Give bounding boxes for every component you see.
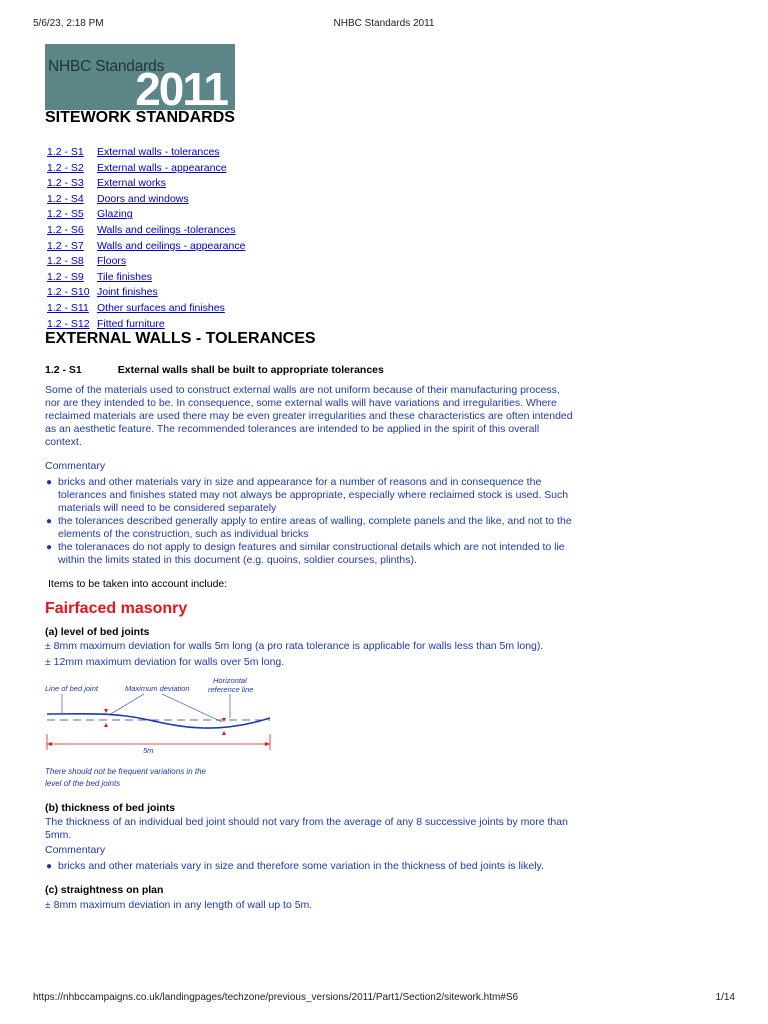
- toc-item: [47, 161, 245, 177]
- intro-paragraph: Some of the materials used to construct external walls are not uniform because of their manufacturing process, nor are they intended to be. In consequence, some external walls will have variations and irregularities. Where reclaimed materials are used there may be even greater irregularities and these characteristics are often intended as an aesthetic feature. The recommended tolerances are intended to be applied in the spirit of this overall context.: [45, 384, 573, 448]
- dimension-arrow-left: [47, 742, 52, 746]
- bullet-icon: ●: [46, 516, 53, 527]
- diagram-caption-2: level of the bed joints: [45, 779, 121, 788]
- bullet-icon: ●: [46, 477, 53, 488]
- thickness-heading: (b) thickness of bed joints: [45, 802, 176, 814]
- toc-item: [47, 239, 245, 255]
- sitework-heading: SITEWORK STANDARDS: [45, 109, 235, 126]
- print-footer: [33, 992, 735, 1006]
- toc-label-link[interactable]: Walls and ceilings -tolerances: [97, 223, 236, 236]
- print-title: NHBC Standards 2011: [333, 18, 435, 29]
- label-horizontal: Horizontal: [213, 676, 247, 685]
- dimension-arrow-right: [265, 742, 270, 746]
- toc-label-link[interactable]: Doors and windows: [97, 192, 189, 205]
- toc-label-link[interactable]: Joint finishes: [97, 286, 158, 299]
- label-length: 5m: [143, 746, 154, 755]
- toc-label-link[interactable]: Other surfaces and finishes: [97, 301, 225, 314]
- bullet-icon: ●: [46, 861, 53, 872]
- external-walls-heading: EXTERNAL WALLS - TOLERANCES: [45, 330, 316, 347]
- list-item: [45, 515, 575, 541]
- straightness-heading: (c) straightness on plan: [45, 884, 164, 896]
- toc-item: [47, 254, 245, 270]
- toc-code-link[interactable]: 1.2 - S11: [47, 301, 89, 314]
- toc-item: [47, 207, 245, 223]
- toc-item: [47, 176, 245, 192]
- toc-item: [47, 223, 245, 239]
- toc-code-link[interactable]: 1.2 - S4: [47, 192, 84, 205]
- label-line-of-bed-joint: Line of bed joint: [45, 684, 98, 693]
- deviation-arrow-down: [104, 709, 108, 713]
- logo-line1: NHBC Standards: [48, 58, 165, 75]
- list-item-text: bricks and other materials vary in size and appearance for a number of reasons and in consequence the tolerances and finishes stated may not always be appropriate, especially where reclaimed stock is used. Such materials will need to be considered separately: [58, 476, 569, 514]
- leader-max-dev-1: [109, 694, 144, 715]
- section-title: [45, 364, 384, 376]
- toc-code-link[interactable]: 1.2 - S7: [47, 239, 84, 252]
- bed-joint-diagram: [44, 676, 276, 794]
- nhbc-logo: [45, 44, 235, 110]
- commentary-label-2: Commentary: [45, 844, 106, 856]
- toc-item: [47, 301, 245, 317]
- deviation-arrow-up-2: [222, 731, 226, 735]
- section-text: External walls shall be built to appropriate tolerances: [117, 364, 384, 376]
- thickness-commentary-list: [45, 860, 575, 873]
- toc-item: [47, 145, 245, 161]
- diagram-caption-1: There should not be frequent variations in the: [45, 767, 206, 776]
- page-count: 1/14: [715, 992, 735, 1003]
- toc-code-link[interactable]: 1.2 - S3: [47, 177, 84, 190]
- level-line-1: ± 8mm maximum deviation for walls 5m long (a pro rata tolerance is applicable for walls less than 5m long).: [45, 640, 544, 652]
- toc-label-link[interactable]: Glazing: [97, 208, 133, 221]
- toc-item: [47, 192, 245, 208]
- list-item-text: the tolerances described generally apply to entire areas of walling, complete panels and the like, and not to the elements of the construction, such as individual bricks: [58, 515, 572, 540]
- toc-label-link[interactable]: Fitted furniture: [97, 317, 165, 330]
- commentary-label: Commentary: [45, 460, 106, 472]
- section-code: 1.2 - S1: [45, 364, 82, 376]
- fairfaced-masonry-heading: Fairfaced masonry: [45, 600, 188, 617]
- list-item: [45, 860, 575, 873]
- toc-code-link[interactable]: 1.2 - S9: [47, 270, 84, 283]
- level-line-2: ± 12mm maximum deviation for walls over 5m long.: [45, 656, 285, 668]
- toc-code-link[interactable]: 1.2 - S1: [47, 146, 84, 158]
- print-url: https://nhbccampaigns.co.uk/landingpages/techzone/previous_versions/2011/Part1/Section2/sitework.htm#S6: [33, 992, 519, 1003]
- list-item: [45, 541, 575, 567]
- toc-code-link[interactable]: 1.2 - S8: [47, 255, 84, 268]
- print-header: [33, 18, 735, 32]
- straightness-text: ± 8mm maximum deviation in any length of wall up to 5m.: [45, 899, 313, 911]
- bed-joint-curve: [47, 714, 270, 728]
- print-date: 5/6/23, 2:18 PM: [33, 18, 104, 29]
- toc-item: [47, 285, 245, 301]
- toc-code-link[interactable]: 1.2 - S6: [47, 223, 84, 236]
- logo-line2: 2011: [135, 63, 227, 110]
- toc-label-link[interactable]: Floors: [97, 255, 127, 268]
- toc-label-link[interactable]: External works: [97, 177, 166, 190]
- items-intro: Items to be taken into account include:: [48, 578, 228, 590]
- toc-label-link[interactable]: Walls and ceilings - appearance: [97, 239, 246, 252]
- toc-code-link[interactable]: 1.2 - S2: [47, 161, 84, 174]
- toc-code-link[interactable]: 1.2 - S5: [47, 208, 84, 221]
- list-item: [45, 476, 575, 515]
- bullet-icon: ●: [46, 542, 53, 553]
- toc-list: [47, 145, 245, 332]
- deviation-arrow-up: [104, 723, 108, 727]
- thickness-text: The thickness of an individual bed joint should not vary from the average of any 8 successive joints by more than 5mm.: [45, 816, 568, 841]
- list-item-text: the toleranaces do not apply to design features and similar constructional details which are not intended to lie within the limits stated in this document (e.g. quoins, soldier courses, plinths).: [58, 541, 565, 566]
- level-heading: (a) level of bed joints: [45, 626, 150, 638]
- toc-item: [47, 270, 245, 286]
- label-reference-line: reference line: [208, 685, 254, 694]
- label-maximum-deviation: Maximum deviation: [125, 684, 190, 693]
- toc-label-link[interactable]: External walls - appearance: [97, 161, 227, 174]
- leader-max-dev-2: [162, 694, 222, 722]
- list-item-text: bricks and other materials vary in size and therefore some variation in the thickness of bed joints is likely.: [58, 860, 544, 872]
- toc-code-link[interactable]: 1.2 - S10: [47, 286, 90, 299]
- toc-label-link[interactable]: External walls - tolerances: [97, 146, 220, 158]
- toc-label-link[interactable]: Tile finishes: [97, 270, 153, 283]
- commentary-list: [45, 476, 575, 567]
- toc-code-link[interactable]: 1.2 - S12: [47, 317, 90, 330]
